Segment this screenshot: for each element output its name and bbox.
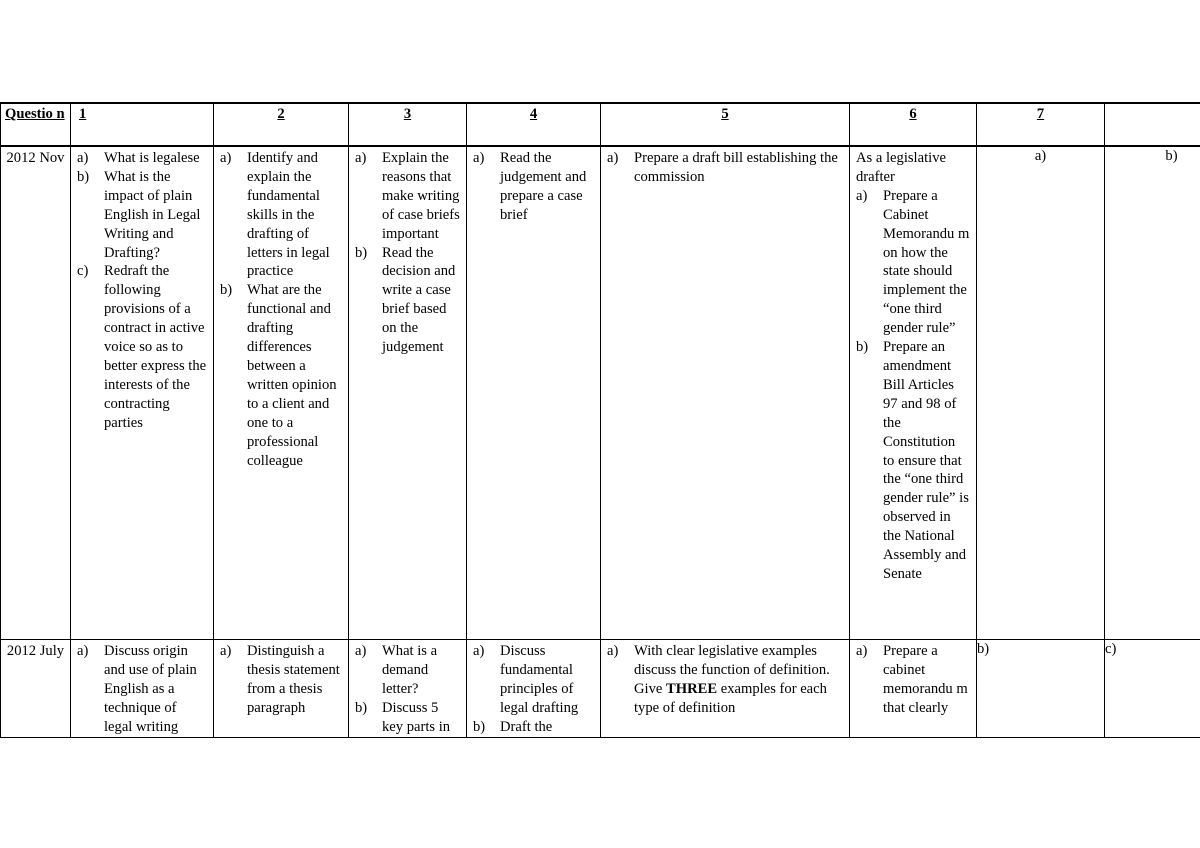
col-header-5: 5: [601, 103, 850, 146]
item-marker: a): [220, 643, 232, 659]
list-item: [77, 168, 207, 263]
list-item: [607, 149, 843, 187]
year-cell: 2012 July: [1, 640, 71, 738]
item-list: [349, 147, 466, 357]
col-header-1: 1: [71, 103, 214, 146]
list-item: [77, 149, 207, 168]
question-header: Questio n: [1, 103, 71, 146]
q5-list: [601, 640, 849, 718]
item-marker: a): [856, 643, 868, 659]
q1-cell: [71, 146, 214, 640]
item-text: Draft the: [500, 718, 553, 735]
q7-cell: b): [977, 640, 1105, 738]
col-header-7: 7: [977, 103, 1105, 146]
list-item: [355, 244, 460, 357]
item-text-part: With clear legislative examples discuss the function of definition. Give: [634, 643, 830, 697]
item-marker: a): [77, 150, 89, 166]
q6-cell: [850, 146, 977, 640]
item-text: What are the functional and drafting differences between a written opinion to a client and one to a professional colleague: [247, 282, 337, 469]
item-marker: a): [77, 643, 89, 659]
item-marker: b): [355, 699, 368, 716]
table-row-2012-july: [1, 640, 1200, 738]
item-text: Prepare an amendment Bill Articles 97 and 98 of the Constitution to ensure that the “one third gender rule” is observed in the National Assembly and Senate: [883, 339, 969, 582]
item-text: What is a demand letter?: [382, 643, 438, 697]
item-text-part: examples for each type of definition: [634, 680, 827, 716]
item-text: Discuss 5 key parts in: [382, 699, 451, 735]
q3-cell: [349, 146, 467, 640]
item-marker: a): [473, 150, 485, 166]
item-marker: a): [856, 187, 868, 204]
list-item: [77, 642, 207, 737]
item-text: Read the judgement and prepare a case brief: [500, 150, 587, 223]
q5-cell: [601, 640, 850, 738]
col-header-blank: [1105, 103, 1200, 146]
item-marker: b): [220, 282, 233, 299]
q5-cell: [601, 146, 850, 640]
item-text: What is legalese: [104, 150, 200, 166]
extra-cell: c): [1105, 640, 1200, 738]
q6-cell: [850, 640, 977, 738]
item-marker: b): [473, 718, 486, 735]
list-item: [856, 187, 970, 338]
item-text: Distinguish a thesis statement from a thesis paragraph: [247, 643, 340, 716]
item-marker: c): [77, 263, 89, 280]
item-marker: a): [355, 643, 367, 659]
q7-cell: a): [977, 146, 1105, 640]
list-item: [473, 149, 594, 225]
item-list: [467, 147, 600, 225]
list-item: [355, 149, 460, 244]
item-marker: b): [856, 339, 869, 356]
item-list: [71, 147, 213, 433]
item-text: Prepare a Cabinet Memorandu m on how the state should implement the “one third gender rule”: [883, 187, 970, 337]
item-marker: a): [607, 150, 619, 166]
list-item: [355, 642, 460, 699]
list-item: [473, 642, 594, 718]
extra-cell: b): [1105, 146, 1200, 640]
list-item: [355, 699, 460, 737]
list-item: [220, 281, 342, 470]
list-item: [607, 642, 843, 718]
q3-cell: [349, 640, 467, 738]
item-list: [601, 147, 849, 187]
item-list: [467, 640, 600, 737]
item-list: [214, 640, 348, 718]
table-row-2012-nov: [1, 146, 1200, 640]
col-header-4: 4: [467, 103, 601, 146]
item-list: [850, 640, 976, 718]
item-marker: b): [355, 244, 368, 261]
item-text: [634, 642, 843, 718]
q4-cell: [467, 146, 601, 640]
item-text: Prepare a cabinet memorandu m that clearly: [883, 643, 968, 716]
exam-questions-table: [0, 102, 1200, 738]
q1-cell: [71, 640, 214, 738]
list-item: [856, 642, 970, 718]
list-item: [77, 262, 207, 432]
q2-cell: [214, 146, 349, 640]
col-header-2: 2: [214, 103, 349, 146]
item-marker: a): [607, 643, 619, 659]
item-text: What is the impact of plain English in Legal Writing and Drafting?: [104, 168, 201, 261]
q6-intro: As a legislative drafter: [856, 150, 946, 185]
item-marker: b): [77, 168, 90, 185]
year-cell: 2012 Nov: [1, 146, 71, 640]
item-text: Redraft the following provisions of a contract in active voice so as to better express the interests of the contracting parties: [104, 263, 207, 431]
item-text: Discuss origin and use of plain English as a technique of legal writing: [104, 643, 197, 735]
q4-cell: [467, 640, 601, 738]
item-text: Identify and explain the fundamental skills in the drafting of letters in legal practice: [247, 150, 330, 280]
item-text: Read the decision and write a case brief based on the judgement: [382, 244, 456, 356]
item-list: [349, 640, 466, 737]
item-marker: a): [220, 150, 232, 166]
list-item: [220, 642, 342, 718]
item-list: [850, 187, 976, 584]
list-item: [473, 718, 594, 737]
list-item: [856, 338, 970, 584]
header-row: [1, 103, 1200, 146]
item-list: [214, 147, 348, 470]
item-list: [71, 640, 213, 737]
item-text: Explain the reasons that make writing of case briefs important: [382, 150, 460, 242]
item-text: Prepare a draft bill establishing the commission: [634, 150, 838, 185]
col-header-3: 3: [349, 103, 467, 146]
col-header-6: 6: [850, 103, 977, 146]
item-text-bold: THREE: [666, 680, 718, 697]
item-marker: a): [355, 150, 367, 166]
list-item: [220, 149, 342, 281]
q2-cell: [214, 640, 349, 738]
item-marker: a): [473, 643, 485, 659]
item-text: Discuss fundamental principles of legal drafting: [500, 643, 579, 716]
